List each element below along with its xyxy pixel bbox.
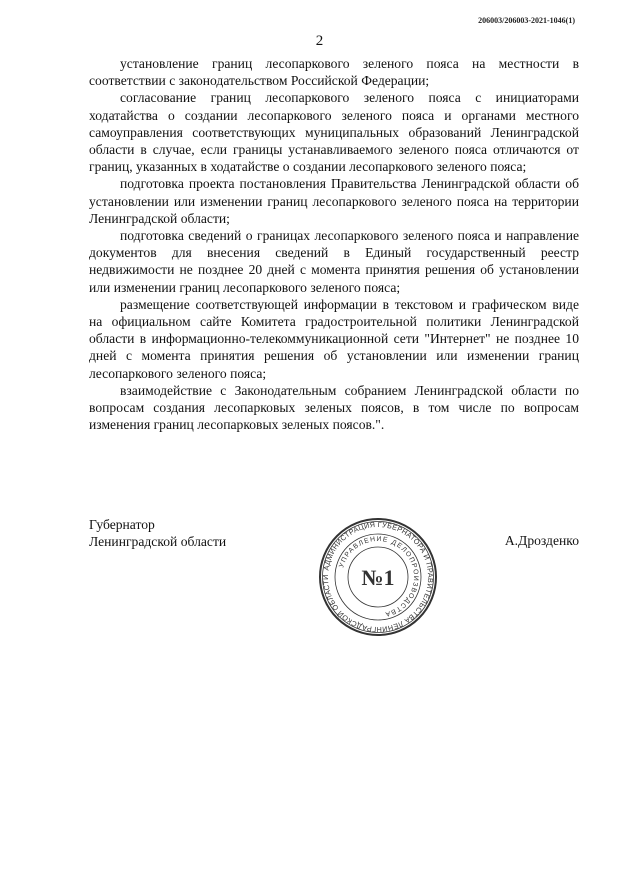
signer-name: А.Дрозденко: [504, 533, 579, 548]
paragraph-4: подготовка сведений о границах лесопаркового зеленого пояса и направление документов для внесения сведений в Единый государственный реестр недвижимости не позднее 20 дней с момента принятия решения об установлении или изменении границ лесопаркового зеленого пояса;: [89, 228, 579, 295]
paragraph-2: согласование границ лесопаркового зеленого пояса с инициаторами ходатайства о создании лесопаркового зеленого пояса и органами местного самоуправления соответствующих муниципальных образований Ленинградской области в случае, если границы устанавливаемого зеленого пояса отличаются от границ, указанных в ходатайстве о создании лесопаркового зеленого пояса;: [89, 90, 579, 175]
signer-title-line2: Ленинградской области: [89, 534, 227, 550]
paragraph-6: взаимодействие с Законодательным собранием Ленинградской области по вопросам создания лесопарковых зеленых поясов, в том числе по вопросам изменения границ лесопарковых зеленых поясов.".: [89, 382, 579, 433]
page-number: 2: [315, 33, 324, 49]
stamp-outer-text: АДМИНИСТРАЦИЯ ГУБЕРНАТОРА И ПРАВИТЕЛЬСТВА ЛЕНИНГРАДСКОЙ ОБЛАСТИ: [320, 519, 436, 635]
signature-block: [89, 516, 226, 550]
stamp-number: №1: [361, 565, 395, 590]
paragraph-5: размещение соответствующей информации в текстовом и графическом виде на официальном сайте Комитета градостроительной политики Ленинградской области в информационно-телекоммуникационной сети "Интернет" не позднее 10 дней с момента принятия решения об установлении или изменении границ лесопаркового зеленого пояса;: [89, 296, 579, 381]
official-stamp: [318, 517, 438, 637]
document-body: [89, 55, 579, 433]
paragraph-3: подготовка проекта постановления Правительства Ленинградской области об установлении или изменении границ лесопаркового зеленого пояса на территории Ленинградской области;: [89, 176, 579, 226]
paragraph-1: установление границ лесопаркового зеленого пояса на местности в соответствии с законодательством Российской Федерации;: [89, 56, 579, 89]
signer-title-line1: Губернатор: [89, 517, 155, 532]
stamp-inner-text: УПРАВЛЕНИЕ ДЕЛОПРОИЗВОДСТВА: [338, 535, 420, 618]
stamp-seal-icon: [318, 517, 438, 637]
document-id: 206003/206003-2021-1046(1): [478, 16, 575, 25]
